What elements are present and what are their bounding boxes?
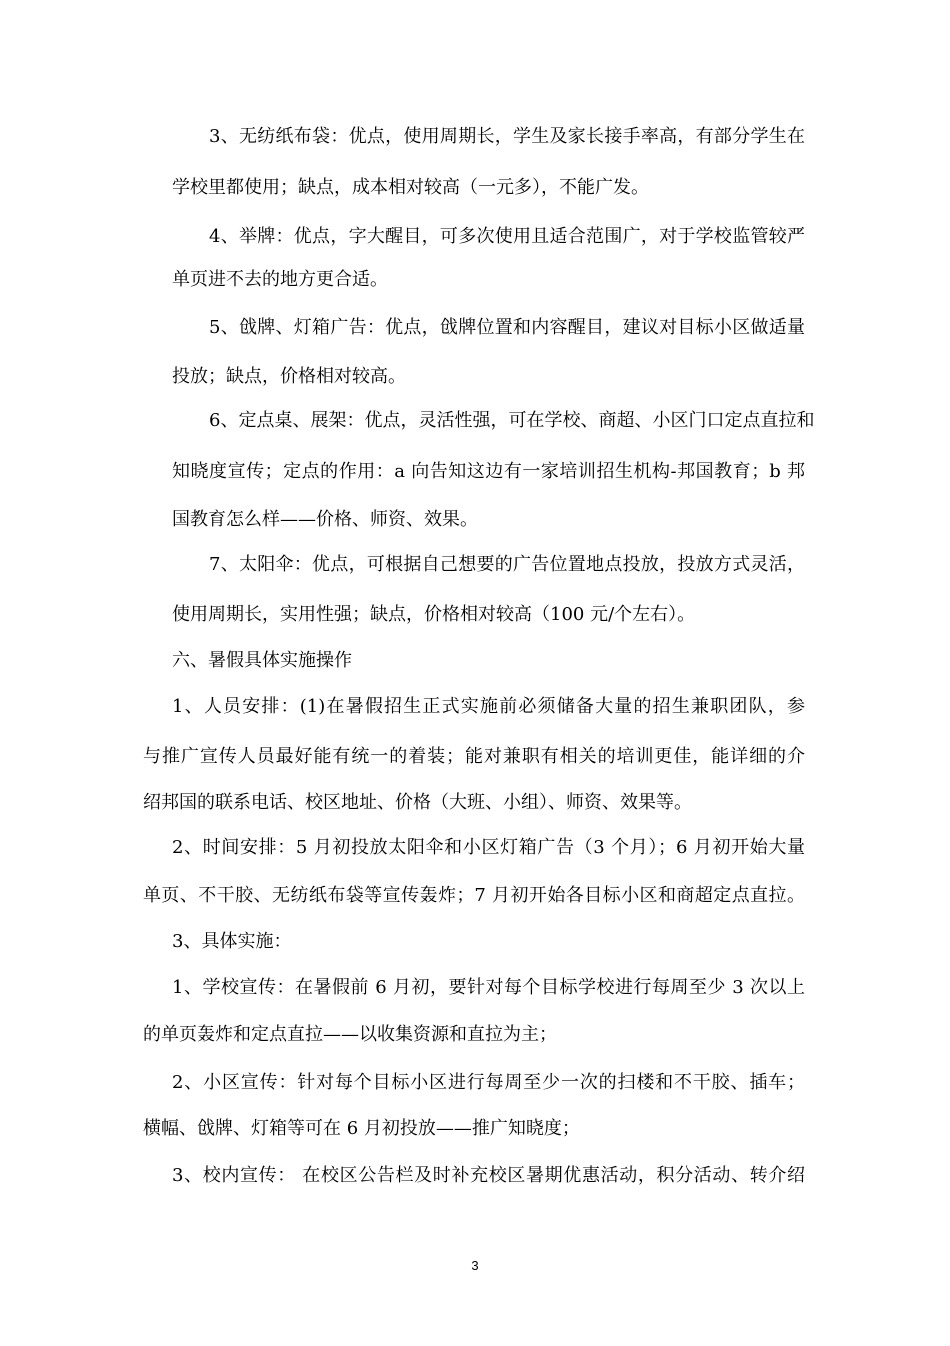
paragraph-line: 1、人员安排：(1)在暑假招生正式实施前必须储备大量的招生兼职团队，参 — [172, 696, 805, 717]
paragraph-line: 使用周期长，实用性强；缺点，价格相对较高（100 元/个左右）。 — [172, 604, 696, 625]
paragraph-line: 与推广宣传人员最好能有统一的着装；能对兼职有相关的培训更佳，能详细的介 — [143, 746, 805, 767]
paragraph-line: 2、小区宣传：针对每个目标小区进行每周至少一次的扫楼和不干胶、插车； — [172, 1072, 805, 1093]
page-number: 3 — [471, 1258, 479, 1273]
paragraph-line: 3、具体实施： — [172, 931, 292, 952]
paragraph-line: 4、举牌：优点，字大醒目，可多次使用且适合范围广，对于学校监管较严 — [209, 226, 805, 247]
paragraph-line: 5、戗牌、灯箱广告：优点，戗牌位置和内容醒目，建议对目标小区做适量 — [209, 317, 805, 338]
paragraph-line: 2、时间安排：5 月初投放太阳伞和小区灯箱广告（3 个月）；6 月初开始大量 — [172, 837, 805, 858]
section-heading: 六、暑假具体实施操作 — [172, 650, 352, 671]
paragraph-line: 3、校内宣传： 在校区公告栏及时补充校区暑期优惠活动，积分活动、转介绍 — [172, 1165, 805, 1186]
paragraph-line: 横幅、戗牌、灯箱等可在 6 月初投放——推广知晓度； — [143, 1118, 580, 1139]
paragraph-line: 1、学校宣传：在暑假前 6 月初，要针对每个目标学校进行每周至少 3 次以上 — [172, 977, 805, 998]
paragraph-line: 国教育怎么样——价格、师资、效果。 — [172, 509, 478, 530]
paragraph-line: 单页、不干胶、无纺纸布袋等宣传轰炸；7 月初开始各目标小区和商超定点直拉。 — [143, 885, 805, 906]
paragraph-line: 学校里都使用；缺点，成本相对较高（一元多），不能广发。 — [172, 177, 649, 198]
paragraph-line: 6、定点桌、展架：优点，灵活性强，可在学校、商超、小区门口定点直拉和 — [209, 410, 815, 431]
paragraph-line: 的单页轰炸和定点直拉——以收集资源和直拉为主； — [143, 1024, 557, 1045]
paragraph-line: 绍邦国的联系电话、校区地址、价格（大班、小组）、师资、效果等。 — [143, 792, 692, 813]
paragraph-line: 3、无纺纸布袋：优点，使用周期长，学生及家长接手率高，有部分学生在 — [209, 126, 805, 147]
paragraph-line: 知晓度宣传；定点的作用：a 向告知这边有一家培训招生机构-邦国教育；b 邦 — [172, 461, 805, 482]
paragraph-line: 单页进不去的地方更合适。 — [172, 269, 388, 290]
paragraph-line: 投放；缺点，价格相对较高。 — [172, 366, 406, 387]
paragraph-line: 7、太阳伞：优点，可根据自己想要的广告位置地点投放，投放方式灵活， — [209, 554, 805, 575]
